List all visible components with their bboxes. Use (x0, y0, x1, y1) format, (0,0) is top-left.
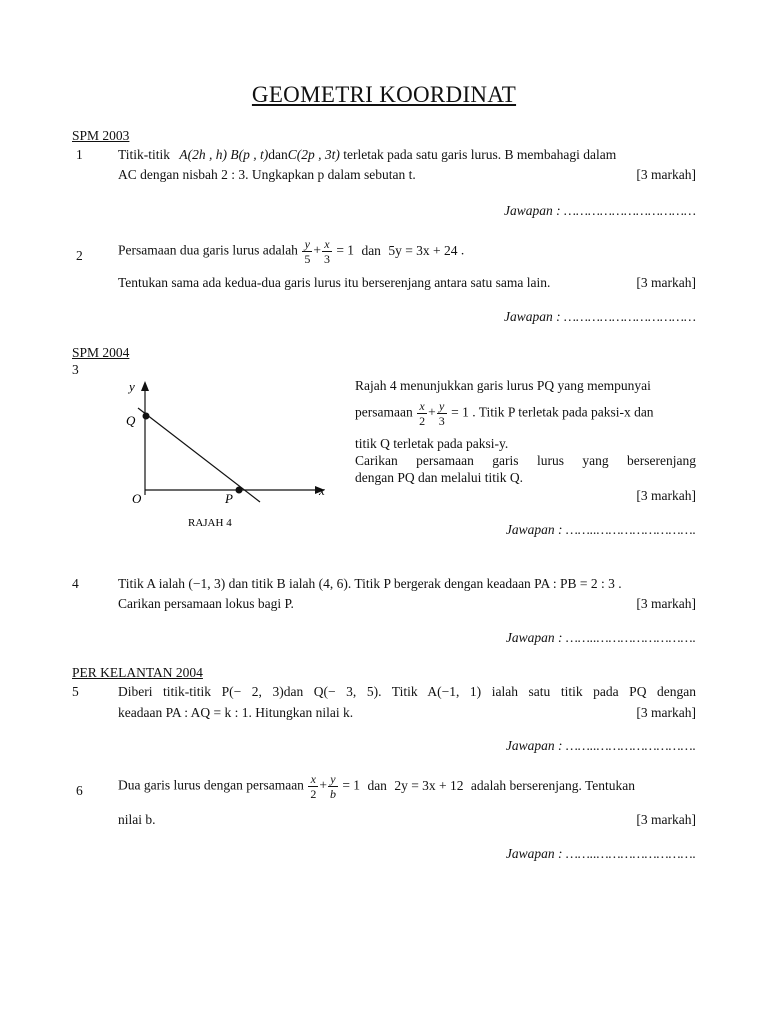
section-kelantan-2004: PER KELANTAN 2004 (72, 665, 203, 680)
point-a: A(2h , h) (179, 147, 228, 162)
q-label: Q (126, 413, 136, 428)
question-2-answer-line: Jawapan : …………………………… (503, 309, 696, 324)
question-4-line-1: Titik A ialah (−1, 3) dan titik B ialah (4, 6). Titik P bergerak dengan keadaan PA : PB = 2 : 3 . (118, 576, 622, 591)
question-1-marks: [3 markah] (636, 167, 696, 182)
question-6-marks: [3 markah] (636, 812, 696, 827)
question-1-number: 1 (76, 147, 83, 162)
question-1-line-2: AC dengan nisbah 2 : 3. Ungkapkan p dalam sebutan t. (118, 167, 416, 182)
question-2-line-1: Persamaan dua garis lurus adalah $\frac{y}{5}$ + $\frac{x}{3}$ = 1 dan 5y = 3x + 24 . (118, 237, 465, 266)
question-4-line-2: Carikan persamaan lokus bagi P. (118, 596, 294, 611)
question-4-number: 4 (72, 576, 79, 591)
question-4-marks: [3 markah] (636, 596, 696, 611)
question-5-answer-line: Jawapan : ……..……………………. (505, 738, 696, 753)
y-axis-label: y (129, 379, 135, 394)
q1-dan: dan (268, 147, 288, 162)
question-2-marks: [3 markah] (636, 275, 696, 290)
question-2-line-2: Tentukan sama ada kedua-dua garis lurus itu berserenjang antara satu sama lain. (118, 275, 551, 290)
q6-fraction-2: $\frac{y}{b}$ (329, 772, 336, 801)
question-3-text-2: persamaan $\frac{x}{2}$ + $\frac{y}{3}$ = 1 . Titik P terletak pada paksi-x dan (355, 399, 654, 428)
x-axis-label: x (319, 483, 325, 498)
question-5-number: 5 (72, 684, 79, 699)
q6-intro: Dua garis lurus dengan persamaan (118, 777, 304, 793)
question-1-line-1 (118, 147, 616, 163)
question-5-line-1: Diberi titik-titik P(− 2, 3)dan Q(− 3, 5). Titik A(−1, 1) ialah satu titik pada PQ dengan (118, 684, 696, 699)
q6-eq1-rest: = 1 (342, 777, 361, 793)
point-p (236, 487, 243, 494)
figure-caption: RAJAH 4 (188, 517, 232, 529)
p-label: P (225, 491, 233, 506)
question-1-answer-line: Jawapan : …………………………… (503, 203, 696, 218)
origin-label: O (132, 491, 142, 506)
point-b: B(p , t) (230, 147, 269, 162)
question-6-answer-line: Jawapan : ……..……………………. (505, 846, 696, 861)
q6-fraction-1: $\frac{x}{2}$ (310, 772, 317, 801)
q1-intro: Titik-titik (118, 147, 171, 162)
question-3-text-4: Carikan persamaan garis lurus yang berserenjang (355, 453, 696, 468)
question-3-number: 3 (72, 362, 79, 377)
question-3-text-3: titik Q terletak pada paksi-y. (355, 436, 509, 451)
q3-text-2b: = 1 . Titik P terletak pada paksi-x dan (451, 404, 654, 420)
q2-fraction-2: $\frac{x}{3}$ (323, 237, 330, 266)
question-3-answer-line: Jawapan : ……..……………………. (505, 522, 696, 537)
q6-eq2: 2y = 3x + 12 (394, 777, 464, 793)
y-axis-arrow (141, 381, 149, 391)
question-4-answer-line: Jawapan : ……..……………………. (505, 630, 696, 645)
q2-end: . (460, 242, 465, 258)
q2-eq1-rest: = 1 (336, 242, 355, 258)
question-3-marks: [3 markah] (636, 488, 696, 503)
q3-fraction-1: $\frac{x}{2}$ (419, 399, 426, 428)
question-6-line-2: nilai b. (118, 812, 156, 827)
q6-dan: dan (367, 777, 387, 793)
section-spm-2003: SPM 2003 (72, 128, 130, 143)
question-3-text-1: Rajah 4 menunjukkan garis lurus PQ yang mempunyai (355, 378, 651, 393)
question-5-marks: [3 markah] (636, 705, 696, 720)
point-q (143, 413, 150, 420)
q3-fraction-2: $\frac{y}{3}$ (438, 399, 445, 428)
q3-persamaan: persamaan (355, 404, 413, 420)
page-title: GEOMETRI KOORDINAT (251, 82, 517, 107)
question-6-line-1: Dua garis lurus dengan persamaan $\frac{x}{2}$ + $\frac{y}{b}$ = 1 dan 2y = 3x + 12 adalah berserenjang. Tentukan (118, 772, 636, 801)
rajah-4-figure (105, 375, 345, 535)
question-6-number: 6 (76, 783, 83, 798)
q2-eq2: 5y = 3x + 24 (388, 242, 458, 258)
q2-fraction-1: $\frac{y}{5}$ (304, 237, 311, 266)
q2-dan: dan (361, 242, 381, 258)
q2-intro: Persamaan dua garis lurus adalah (118, 242, 298, 258)
point-c: C(2p , 3t) (287, 147, 340, 162)
section-spm-2004: SPM 2004 (72, 345, 130, 360)
question-2-number: 2 (76, 248, 83, 263)
question-5-line-2: keadaan PA : AQ = k : 1. Hitungkan nilai k. (118, 705, 354, 720)
question-3-text-5: dengan PQ dan melalui titik Q. (355, 470, 523, 485)
q1-text: terletak pada satu garis lurus. B membahagi dalam (343, 147, 617, 162)
q6-tail: adalah berserenjang. Tentukan (470, 777, 636, 793)
